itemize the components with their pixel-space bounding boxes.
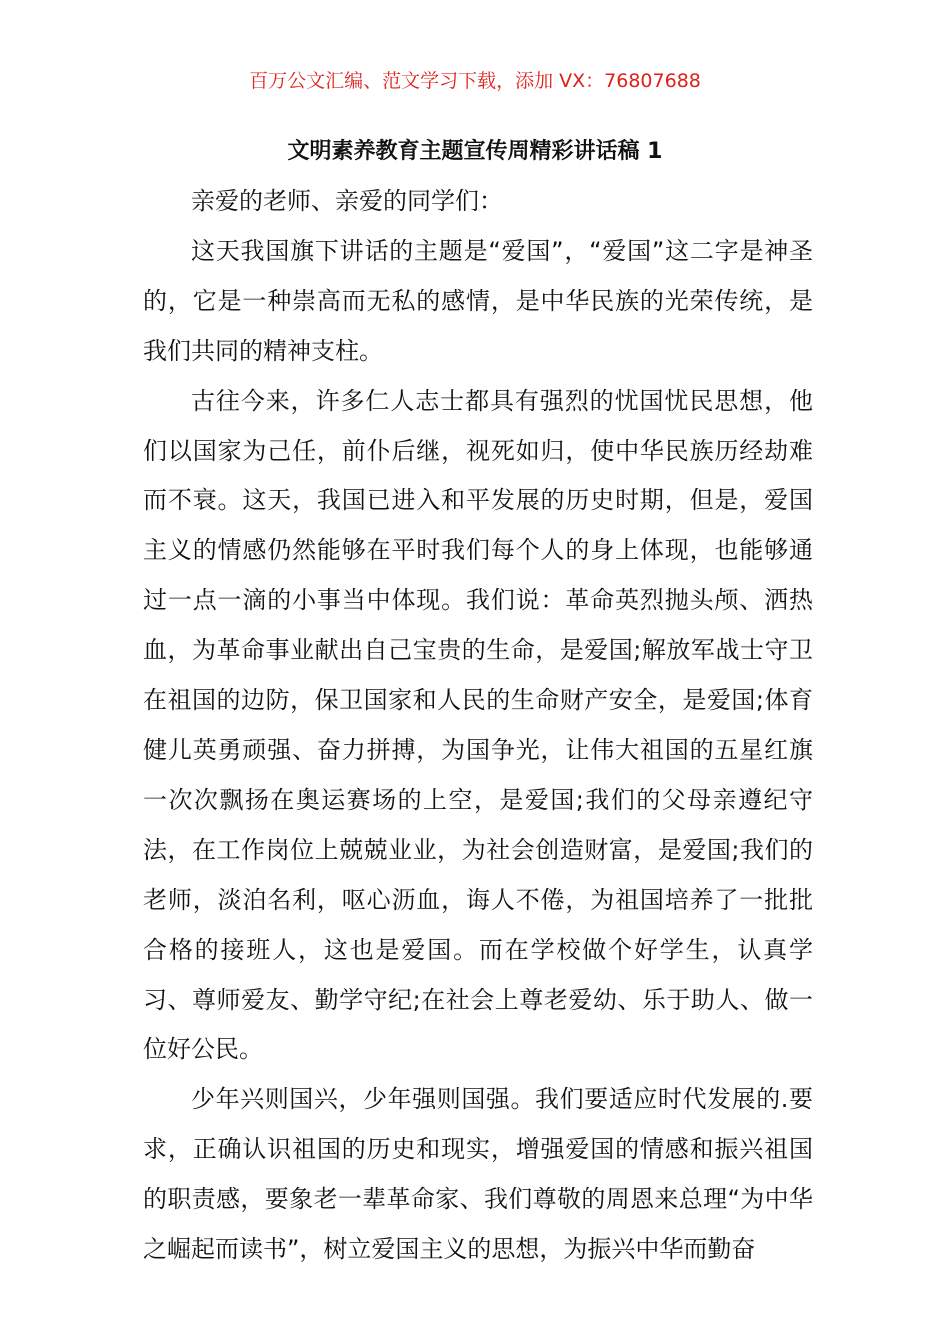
header-banner: 百万公文汇编、范文学习下载，添加 VX：76807688 xyxy=(249,70,701,92)
paragraph: 少年兴则国兴，少年强则国强。我们要适应时代发展的.要求，正确认识祖国的历史和现实，增强爱国的情感和振兴祖国的职责感，要象老一辈革命家、我们尊敬的周恩来总理“为中华之崛起而读书”，树立爱国主义的思想，为振兴中华而勤奋 xyxy=(143,1085,813,1264)
document-title: 文明素养教育主题宣传周精彩讲话稿 1 xyxy=(287,139,663,164)
document-body xyxy=(143,177,813,1275)
paragraph-greeting: 亲爱的老师、亲爱的同学们： xyxy=(191,187,503,215)
paragraph: 古往今来，许多仁人志士都具有强烈的忧国忧民思想，他们以国家为己任，前仆后继，视死如归，使中华民族历经劫难而不衰。这天，我国已进入和平发展的历史时期，但是，爱国主义的情感仍然能够在平时我们每个人的身上体现，也能够通过一点一滴的小事当中体现。我们说：革命英烈抛头颅、洒热血，为革命事业献出自己宝贵的生命，是爱国;解放军战士守卫在祖国的边防，保卫国家和人民的生命财产安全，是爱国;体育健儿英勇顽强、奋力拼搏，为国争光，让伟大祖国的五星红旗一次次飘扬在奥运赛场的上空，是爱国;我们的父母亲遵纪守法，在工作岗位上兢兢业业，为社会创造财富，是爱国;我们的老师，淡泊名利，呕心沥血，诲人不倦，为祖国培养了一批批合格的接班人，这也是爱国。而在学校做个好学生，认真学习、尊师爱友、勤学守纪;在社会上尊老爱幼、乐于助人、做一位好公民。 xyxy=(143,386,813,1064)
paragraph: 这天我国旗下讲话的主题是“爱国”，“爱国”这二字是神圣的，它是一种崇高而无私的感情，是中华民族的光荣传统，是我们共同的精神支柱。 xyxy=(143,236,813,365)
